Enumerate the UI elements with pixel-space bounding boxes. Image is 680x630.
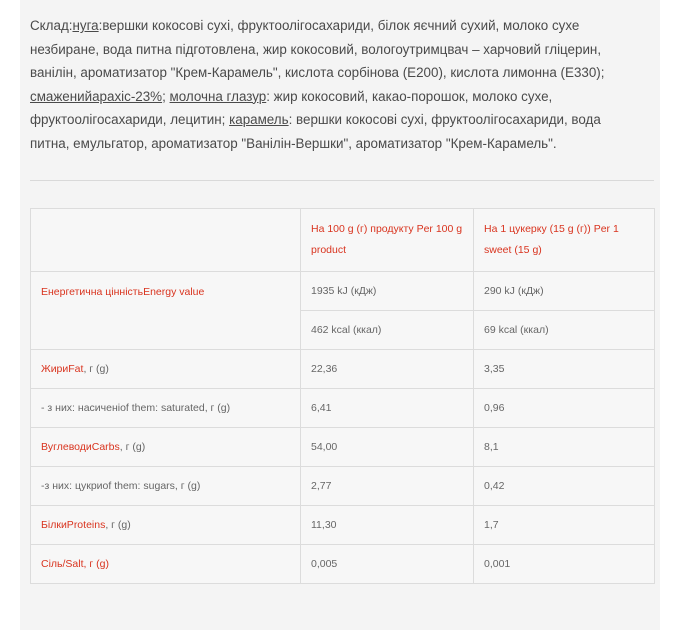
separator: ; bbox=[162, 88, 170, 104]
row-label: -з них: цукриof them: sugars, г (g) bbox=[31, 467, 301, 506]
table-row bbox=[31, 389, 655, 428]
value-100g: 0,005 bbox=[301, 545, 474, 584]
glaze-text: : жир кокосовий, какао-порошок, молоко сухе, фруктоолігосахариди, лецитин; bbox=[30, 88, 553, 127]
composition-text bbox=[30, 14, 630, 155]
composition-prefix: Склад: bbox=[30, 18, 73, 33]
table-row bbox=[31, 506, 655, 545]
energy-label: Енергетична цінністьEnergy value bbox=[31, 272, 301, 350]
divider bbox=[30, 180, 654, 181]
value-sweet: 0,96 bbox=[474, 389, 655, 428]
value-100g: 11,30 bbox=[301, 506, 474, 545]
row-label: ЖириFat, г (g) bbox=[31, 350, 301, 389]
energy-kj-100g: 1935 kJ (кДж) bbox=[301, 272, 474, 311]
value-sweet: 1,7 bbox=[474, 506, 655, 545]
energy-kcal-sweet: 69 kcal (ккал) bbox=[474, 311, 655, 350]
nuga-text: :вершки кокосові сухі, фруктоолігосахариди, білок яєчний сухий, молоко сухе незбиране, вода питна підготовлена, жир кокосовий, вологоутримцвач – харчовий гліцерин, ванілін, ароматизатор "Крем-Карамель", кислота сорбінова (Е200), кислота лимонна (Е330); bbox=[30, 18, 605, 80]
header-per-sweet: На 1 цукерку (15 g (г)) Per 1 sweet (15 g) bbox=[474, 209, 655, 272]
header-per-100g: На 100 g (г) продукту Per 100 g product bbox=[301, 209, 474, 272]
header-empty-cell bbox=[31, 209, 301, 272]
table-row bbox=[31, 545, 655, 584]
value-100g: 2,77 bbox=[301, 467, 474, 506]
energy-kcal-100g: 462 kcal (ккал) bbox=[301, 311, 474, 350]
energy-kj-sweet: 290 kJ (кДж) bbox=[474, 272, 655, 311]
glaze-label: молочна глазур bbox=[169, 88, 267, 104]
value-100g: 6,41 bbox=[301, 389, 474, 428]
value-sweet: 0,001 bbox=[474, 545, 655, 584]
caramel-label: карамель bbox=[229, 112, 289, 127]
row-label: - з них: насиченіof them: saturated, г (g) bbox=[31, 389, 301, 428]
table-row bbox=[31, 272, 655, 311]
row-label: Сіль/Salt, г (g) bbox=[31, 545, 301, 584]
value-sweet: 8,1 bbox=[474, 428, 655, 467]
peanut-label: смаженийарахіс-23% bbox=[30, 88, 163, 104]
caramel-text: : вершки кокосові сухі, фруктоолігосахариди, вода питна, емульгатор, ароматизатор "Ванілін-Вершки", ароматизатор "Крем-Карамель". bbox=[30, 112, 601, 151]
table-header-row bbox=[31, 209, 655, 272]
table-row bbox=[31, 350, 655, 389]
nuga-label: нуга bbox=[72, 18, 99, 33]
value-100g: 22,36 bbox=[301, 350, 474, 389]
row-label: БілкиProteins, г (g) bbox=[31, 506, 301, 545]
value-sweet: 0,42 bbox=[474, 467, 655, 506]
value-sweet: 3,35 bbox=[474, 350, 655, 389]
row-label: ВуглеводиCarbs, г (g) bbox=[31, 428, 301, 467]
table-row bbox=[31, 467, 655, 506]
value-100g: 54,00 bbox=[301, 428, 474, 467]
table-row bbox=[31, 428, 655, 467]
nutrition-table bbox=[30, 208, 655, 584]
